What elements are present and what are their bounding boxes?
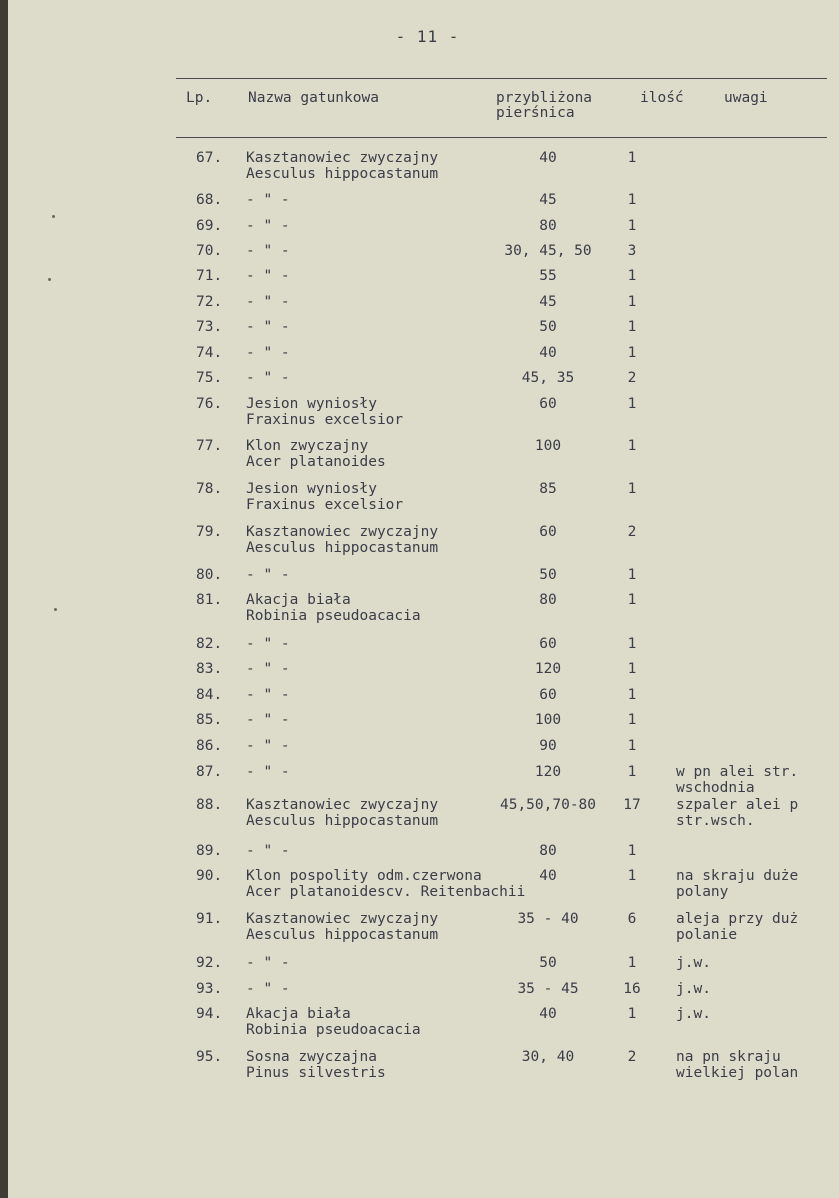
header-top-rule	[176, 78, 827, 79]
row-note: w pn alei str. wschodnia	[676, 764, 799, 796]
species-name: - " -	[246, 268, 290, 284]
species-name: - " -	[246, 319, 290, 335]
row-number: 79.	[196, 524, 223, 540]
speck	[48, 278, 51, 281]
trunk-size: 45	[539, 192, 557, 208]
row-number: 86.	[196, 738, 223, 754]
species-name: Sosna zwyczajna Pinus silvestris	[246, 1049, 386, 1081]
species-name: - " -	[246, 981, 290, 997]
trunk-size: 60	[539, 396, 557, 412]
trunk-size: 80	[539, 843, 557, 859]
trunk-size: 80	[539, 592, 557, 608]
tree-count: 1	[627, 150, 637, 166]
species-name: Akacja biała Robinia pseudoacacia	[246, 592, 421, 624]
trunk-size: 40	[539, 150, 557, 166]
trunk-size: 50	[539, 955, 557, 971]
row-number: 89.	[196, 843, 223, 859]
species-name: - " -	[246, 636, 290, 652]
tree-count: 17	[623, 797, 641, 813]
row-number: 68.	[196, 192, 223, 208]
tree-count: 1	[627, 764, 637, 780]
trunk-size: 40	[539, 868, 557, 884]
tree-count: 1	[627, 396, 637, 412]
row-number: 93.	[196, 981, 223, 997]
header-notes: uwagi	[724, 90, 768, 106]
species-name: - " -	[246, 661, 290, 677]
row-number: 94.	[196, 1006, 223, 1022]
tree-count: 1	[627, 294, 637, 310]
row-number: 76.	[196, 396, 223, 412]
tree-count: 1	[627, 636, 637, 652]
species-name: Kasztanowiec zwyczajny Aesculus hippocastanum	[246, 524, 439, 556]
row-number: 81.	[196, 592, 223, 608]
row-number: 83.	[196, 661, 223, 677]
row-number: 74.	[196, 345, 223, 361]
trunk-size: 120	[534, 764, 562, 780]
tree-count: 2	[627, 1049, 637, 1065]
tree-count: 1	[627, 687, 637, 703]
tree-count: 1	[627, 192, 637, 208]
tree-count: 1	[627, 592, 637, 608]
species-name: - " -	[246, 294, 290, 310]
trunk-size: 60	[539, 687, 557, 703]
tree-count: 2	[627, 370, 637, 386]
tree-count: 1	[627, 843, 637, 859]
row-number: 73.	[196, 319, 223, 335]
row-number: 92.	[196, 955, 223, 971]
tree-count: 1	[627, 481, 637, 497]
species-name: Klon pospolity odm.czerwona Acer platanoidescv. Reitenbachii	[246, 868, 526, 900]
species-name: - " -	[246, 738, 290, 754]
row-number: 82.	[196, 636, 223, 652]
trunk-size: 100	[534, 438, 562, 454]
header-qty: ilość	[640, 90, 684, 106]
species-name: Klon zwyczajny Acer platanoides	[246, 438, 386, 470]
species-name: Kasztanowiec zwyczajny Aesculus hippocastanum	[246, 150, 439, 182]
tree-count: 1	[627, 738, 637, 754]
species-name: - " -	[246, 243, 290, 259]
trunk-size: 30, 45, 50	[504, 243, 592, 259]
row-number: 70.	[196, 243, 223, 259]
tree-count: 1	[627, 567, 637, 583]
species-name: - " -	[246, 345, 290, 361]
row-number: 71.	[196, 268, 223, 284]
species-name: - " -	[246, 218, 290, 234]
trunk-size: 40	[539, 345, 557, 361]
row-note: j.w.	[676, 1006, 711, 1022]
row-number: 90.	[196, 868, 223, 884]
trunk-size: 45,50,70-80	[499, 797, 597, 813]
tree-count: 1	[627, 345, 637, 361]
row-number: 75.	[196, 370, 223, 386]
trunk-size: 80	[539, 218, 557, 234]
row-number: 78.	[196, 481, 223, 497]
row-number: 69.	[196, 218, 223, 234]
trunk-size: 90	[539, 738, 557, 754]
species-name: - " -	[246, 567, 290, 583]
tree-count: 1	[627, 268, 637, 284]
species-name: - " -	[246, 712, 290, 728]
row-number: 88.	[196, 797, 223, 813]
row-number: 80.	[196, 567, 223, 583]
trunk-size: 45	[539, 294, 557, 310]
trunk-size: 45, 35	[521, 370, 575, 386]
species-name: - " -	[246, 764, 290, 780]
trunk-size: 35 - 45	[517, 981, 579, 997]
row-number: 67.	[196, 150, 223, 166]
header-lp: Lp.	[186, 90, 213, 106]
row-note: j.w.	[676, 981, 711, 997]
tree-count: 1	[627, 955, 637, 971]
row-note: szpaler alei p str.wsch.	[676, 797, 799, 829]
tree-count: 1	[627, 319, 637, 335]
row-note: na skraju duże polany	[676, 868, 799, 900]
species-name: - " -	[246, 192, 290, 208]
species-name: - " -	[246, 687, 290, 703]
trunk-size: 50	[539, 567, 557, 583]
trunk-size: 120	[534, 661, 562, 677]
speck	[52, 215, 55, 218]
tree-count: 16	[623, 981, 641, 997]
row-note: na pn skraju wielkiej polan	[676, 1049, 799, 1081]
row-number: 84.	[196, 687, 223, 703]
speck	[54, 608, 57, 611]
species-name: - " -	[246, 370, 290, 386]
page-number: - 11 -	[395, 27, 460, 46]
species-name: Akacja biała Robinia pseudoacacia	[246, 1006, 421, 1038]
species-name: Kasztanowiec zwyczajny Aesculus hippocastanum	[246, 911, 439, 943]
row-number: 72.	[196, 294, 223, 310]
trunk-size: 55	[539, 268, 557, 284]
tree-count: 1	[627, 712, 637, 728]
tree-count: 1	[627, 218, 637, 234]
header-bottom-rule	[176, 137, 827, 138]
tree-count: 1	[627, 868, 637, 884]
row-number: 95.	[196, 1049, 223, 1065]
trunk-size: 30, 40	[521, 1049, 575, 1065]
trunk-size: 85	[539, 481, 557, 497]
row-note: aleja przy duż polanie	[676, 911, 799, 943]
species-name: - " -	[246, 955, 290, 971]
row-number: 91.	[196, 911, 223, 927]
trunk-size: 40	[539, 1006, 557, 1022]
tree-count: 3	[627, 243, 637, 259]
tree-count: 1	[627, 661, 637, 677]
tree-count: 6	[627, 911, 637, 927]
row-number: 87.	[196, 764, 223, 780]
species-name: - " -	[246, 843, 290, 859]
species-name: Kasztanowiec zwyczajny Aesculus hippocastanum	[246, 797, 439, 829]
header-size: przybliżona pierśnica	[496, 90, 593, 121]
species-name: Jesion wyniosły Fraxinus excelsior	[246, 396, 404, 428]
trunk-size: 60	[539, 636, 557, 652]
tree-count: 1	[627, 438, 637, 454]
tree-count: 2	[627, 524, 637, 540]
trunk-size: 50	[539, 319, 557, 335]
row-number: 85.	[196, 712, 223, 728]
trunk-size: 100	[534, 712, 562, 728]
species-name: Jesion wyniosły Fraxinus excelsior	[246, 481, 404, 513]
header-name: Nazwa gatunkowa	[248, 90, 379, 106]
trunk-size: 60	[539, 524, 557, 540]
row-note: j.w.	[676, 955, 711, 971]
trunk-size: 35 - 40	[517, 911, 579, 927]
row-number: 77.	[196, 438, 223, 454]
tree-count: 1	[627, 1006, 637, 1022]
